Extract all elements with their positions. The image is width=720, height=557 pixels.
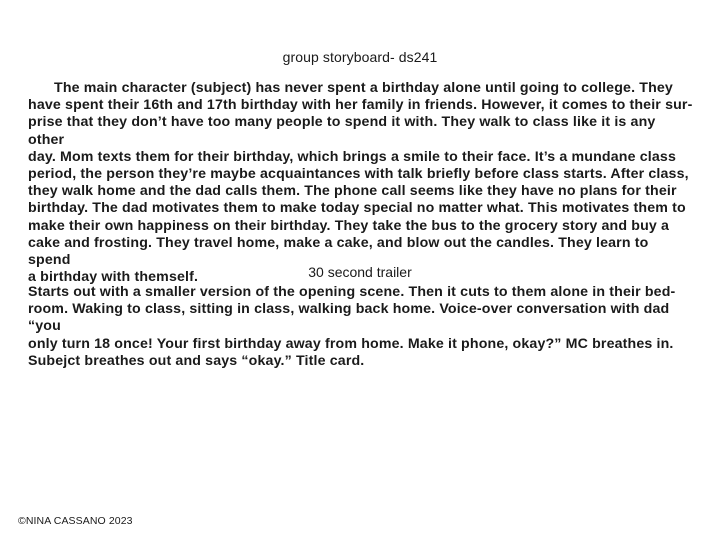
copyright-notice: ©NINA CASSANO 2023 bbox=[18, 515, 133, 527]
trailer-line-2: room. Waking to class, sitting in class, walking back home. Voice-over conversation with dad “you bbox=[28, 301, 670, 335]
story-paragraph bbox=[28, 80, 694, 286]
document-title: group storyboard- ds241 bbox=[282, 49, 438, 65]
story-line-6: they walk home and the dad calls them. The phone call seems like they have no plans for their bbox=[28, 183, 677, 200]
trailer-heading: 30 second trailer bbox=[308, 264, 412, 280]
story-line-1: The main character (subject) has never spent a birthday alone until going to college. They bbox=[54, 80, 673, 96]
story-line-5: period, the person they’re maybe acquaintances with talk briefly before class starts. After class, bbox=[28, 166, 689, 183]
trailer-line-3: only turn 18 once! Your first birthday away from home. Make it phone, okay?” MC breathes in. bbox=[28, 335, 674, 352]
story-line-10: a birthday with themself. bbox=[28, 269, 199, 286]
trailer-line-1: Starts out with a smaller version of the opening scene. Then it cuts to them alone in their bed- bbox=[28, 284, 676, 300]
story-line-8: make their own happiness on their birthday. They take the bus to the grocery story and buy a bbox=[28, 217, 670, 234]
story-line-7: birthday. The dad motivates them to make today special no matter what. This motivates them to bbox=[28, 200, 686, 217]
story-line-9: cake and frosting. They travel home, make a cake, and blow out the candles. They learn to spend bbox=[28, 234, 649, 269]
story-line-4: day. Mom texts them for their birthday, which brings a smile to their face. It’s a mundane class bbox=[28, 148, 676, 165]
story-line-3: prise that they don’t have too many people to spend it with. They walk to class like it is any other bbox=[28, 114, 656, 148]
trailer-paragraph bbox=[28, 284, 694, 370]
story-line-2: have spent their 16th and 17th birthday with her family in friends. However, it comes to their sur- bbox=[28, 97, 693, 114]
trailer-line-4: Subejct breathes out and says “okay.” Title card. bbox=[28, 352, 365, 369]
